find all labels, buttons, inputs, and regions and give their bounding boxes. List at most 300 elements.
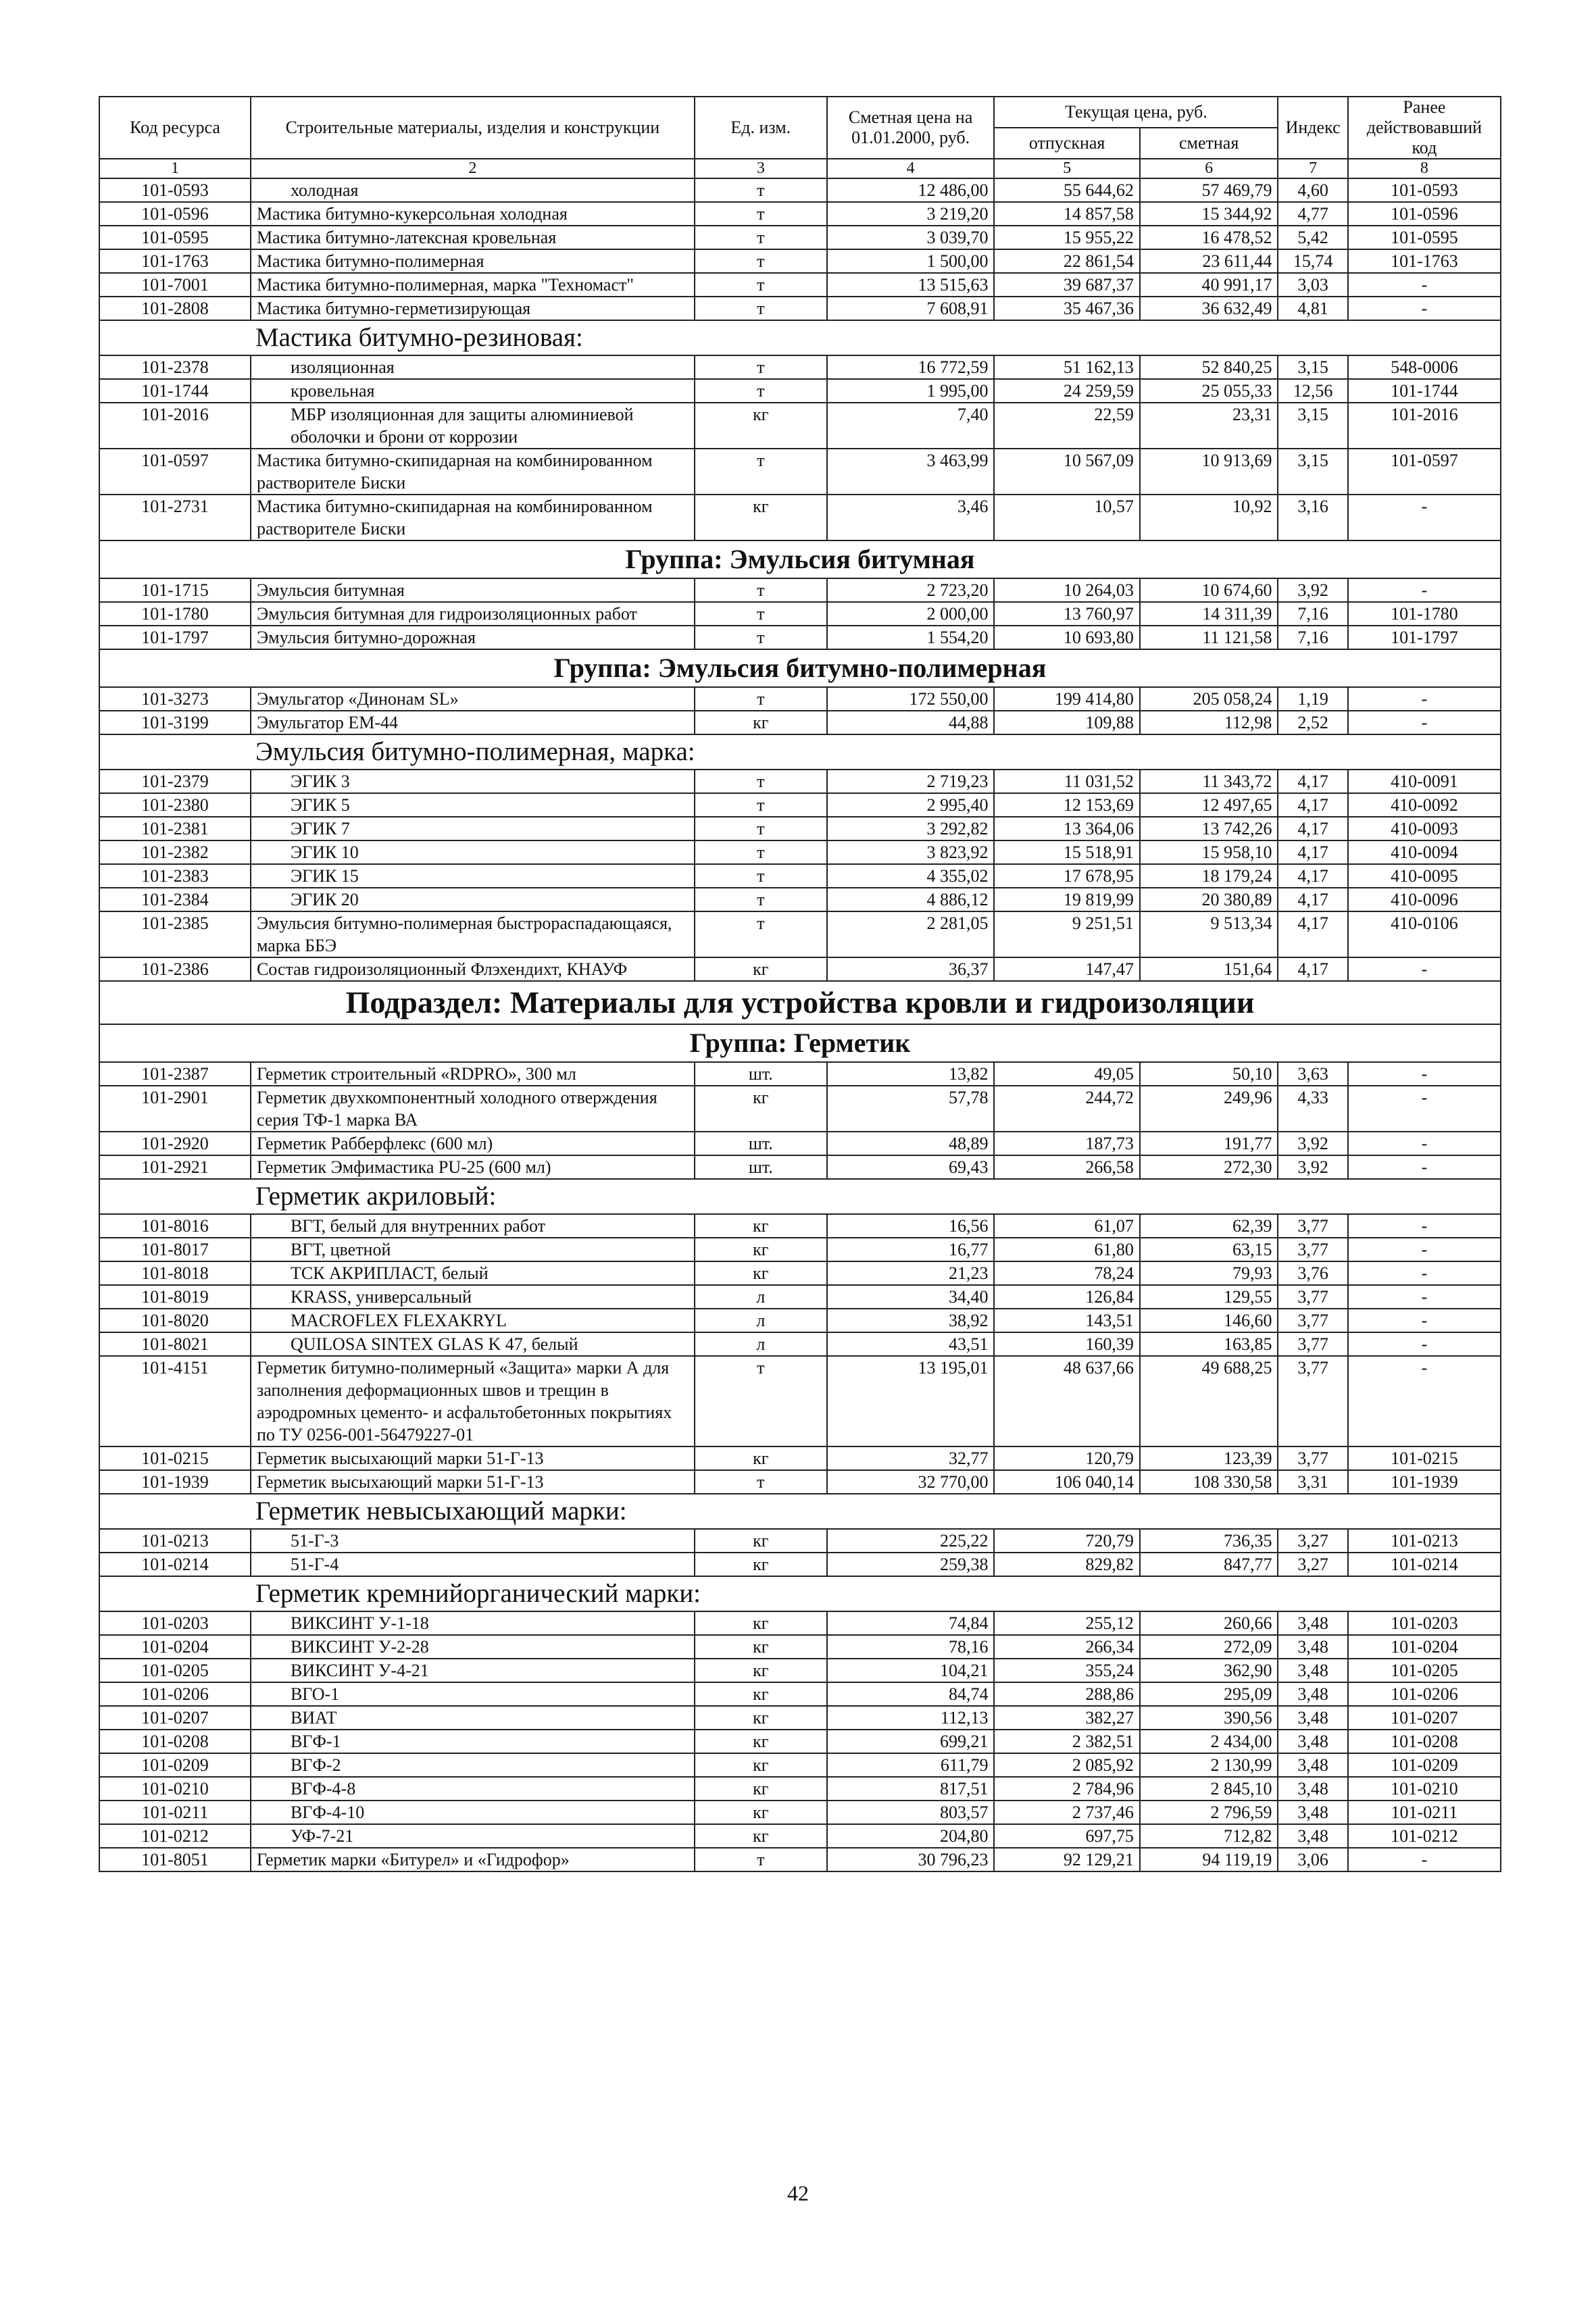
prev-code-cell: 101-0208 bbox=[1348, 1730, 1501, 1753]
index-cell: 3,27 bbox=[1278, 1529, 1347, 1553]
base-price-cell: 36,37 bbox=[827, 957, 995, 981]
unit-cell: т bbox=[695, 793, 827, 817]
resource-code: 101-0206 bbox=[99, 1682, 251, 1706]
estimate-price-cell: 10 674,60 bbox=[1140, 578, 1278, 602]
header-release-price: отпускная bbox=[994, 128, 1139, 159]
material-name: ВИКСИНТ У-4-21 bbox=[251, 1659, 695, 1682]
material-name: кровельная bbox=[251, 379, 695, 403]
material-name: ВГО-1 bbox=[251, 1682, 695, 1706]
release-price-cell: 19 819,99 bbox=[994, 888, 1139, 911]
table-row bbox=[99, 379, 1501, 403]
estimate-price-cell: 163,85 bbox=[1140, 1332, 1278, 1356]
table-row bbox=[99, 202, 1501, 226]
prev-code-cell: - bbox=[1348, 297, 1501, 320]
table-row bbox=[99, 1553, 1501, 1576]
release-price-cell: 49,05 bbox=[994, 1062, 1139, 1086]
table-row bbox=[99, 817, 1501, 840]
material-name: Мастика битумно-скипидарная на комбинированном растворителе Биски bbox=[251, 449, 695, 495]
estimate-price-cell: 9 513,34 bbox=[1140, 911, 1278, 957]
index-cell: 3,15 bbox=[1278, 449, 1347, 495]
table-row bbox=[99, 711, 1501, 734]
unit-cell: т bbox=[695, 355, 827, 379]
table-row bbox=[99, 1214, 1501, 1238]
resource-code: 101-0213 bbox=[99, 1529, 251, 1553]
release-price-cell: 255,12 bbox=[994, 1611, 1139, 1635]
group-heading-row bbox=[99, 540, 1501, 578]
material-name: Герметик высыхающий марки 51-Г-13 bbox=[251, 1470, 695, 1494]
table-row bbox=[99, 770, 1501, 793]
estimate-price-cell: 52 840,25 bbox=[1140, 355, 1278, 379]
unit-cell: кг bbox=[695, 1214, 827, 1238]
material-name: Состав гидроизоляционный Флэхендихт, КНАУФ bbox=[251, 957, 695, 981]
table-row bbox=[99, 578, 1501, 602]
unit-cell: т bbox=[695, 626, 827, 649]
release-price-cell: 9 251,51 bbox=[994, 911, 1139, 957]
index-cell: 4,17 bbox=[1278, 888, 1347, 911]
prev-code-cell: 101-0593 bbox=[1348, 178, 1501, 202]
unit-cell: т bbox=[695, 178, 827, 202]
table-row bbox=[99, 1470, 1501, 1494]
table-row bbox=[99, 1635, 1501, 1659]
release-price-cell: 10,57 bbox=[994, 495, 1139, 540]
unit-cell: кг bbox=[695, 1801, 827, 1824]
unit-cell: кг bbox=[695, 1611, 827, 1635]
unit-cell: шт. bbox=[695, 1155, 827, 1179]
resource-code: 101-3199 bbox=[99, 711, 251, 734]
subgroup-heading: Герметик невысыхающий марки: bbox=[99, 1494, 1501, 1529]
subgroup-heading: Герметик акриловый: bbox=[99, 1179, 1501, 1214]
index-cell: 3,92 bbox=[1278, 1132, 1347, 1155]
estimate-price-cell: 63,15 bbox=[1140, 1238, 1278, 1261]
unit-cell: кг bbox=[695, 1777, 827, 1801]
material-name: Герметик Рабберфлекс (600 мл) bbox=[251, 1132, 695, 1155]
table-row bbox=[99, 626, 1501, 649]
column-number: 8 bbox=[1348, 159, 1501, 178]
release-price-cell: 147,47 bbox=[994, 957, 1139, 981]
estimate-price-cell: 295,09 bbox=[1140, 1682, 1278, 1706]
release-price-cell: 48 637,66 bbox=[994, 1356, 1139, 1447]
base-price-cell: 69,43 bbox=[827, 1155, 995, 1179]
base-price-cell: 3 463,99 bbox=[827, 449, 995, 495]
release-price-cell: 126,84 bbox=[994, 1285, 1139, 1309]
index-cell: 3,48 bbox=[1278, 1706, 1347, 1730]
base-price-cell: 21,23 bbox=[827, 1261, 995, 1285]
material-name: Герметик Эмфимастика PU-25 (600 мл) bbox=[251, 1155, 695, 1179]
material-name: ВГФ-1 bbox=[251, 1730, 695, 1753]
estimate-price-cell: 191,77 bbox=[1140, 1132, 1278, 1155]
resource-code: 101-2385 bbox=[99, 911, 251, 957]
estimate-price-cell: 12 497,65 bbox=[1140, 793, 1278, 817]
subgroup-heading-row bbox=[99, 320, 1501, 355]
base-price-cell: 3 219,20 bbox=[827, 202, 995, 226]
table-row bbox=[99, 793, 1501, 817]
base-price-cell: 13 195,01 bbox=[827, 1356, 995, 1447]
resource-code: 101-2901 bbox=[99, 1086, 251, 1132]
release-price-cell: 106 040,14 bbox=[994, 1470, 1139, 1494]
table-row bbox=[99, 1356, 1501, 1447]
index-cell: 3,15 bbox=[1278, 403, 1347, 449]
table-row bbox=[99, 1062, 1501, 1086]
prev-code-cell: - bbox=[1348, 1848, 1501, 1871]
table-row bbox=[99, 1706, 1501, 1730]
estimate-price-cell: 11 121,58 bbox=[1140, 626, 1278, 649]
column-number: 5 bbox=[994, 159, 1139, 178]
estimate-price-cell: 57 469,79 bbox=[1140, 178, 1278, 202]
release-price-cell: 187,73 bbox=[994, 1132, 1139, 1155]
index-cell: 4,77 bbox=[1278, 202, 1347, 226]
subsection-heading: Подраздел: Материалы для устройства кровли и гидроизоляции bbox=[99, 981, 1501, 1024]
index-cell: 3,48 bbox=[1278, 1635, 1347, 1659]
unit-cell: т bbox=[695, 1848, 827, 1871]
unit-cell: т bbox=[695, 817, 827, 840]
table-row bbox=[99, 178, 1501, 202]
base-price-cell: 32,77 bbox=[827, 1447, 995, 1470]
estimate-price-cell: 10 913,69 bbox=[1140, 449, 1278, 495]
table-row bbox=[99, 1777, 1501, 1801]
index-cell: 3,03 bbox=[1278, 273, 1347, 297]
estimate-price-cell: 390,56 bbox=[1140, 1706, 1278, 1730]
index-cell: 3,48 bbox=[1278, 1777, 1347, 1801]
header-code: Код ресурса bbox=[99, 97, 251, 159]
base-price-cell: 2 723,20 bbox=[827, 578, 995, 602]
index-cell: 4,33 bbox=[1278, 1086, 1347, 1132]
column-number: 1 bbox=[99, 159, 251, 178]
estimate-price-cell: 40 991,17 bbox=[1140, 273, 1278, 297]
unit-cell: кг bbox=[695, 1824, 827, 1848]
material-name: Эмульсия битумно-полимерная быстрораспадающаяся, марка ББЭ bbox=[251, 911, 695, 957]
base-price-cell: 32 770,00 bbox=[827, 1470, 995, 1494]
release-price-cell: 244,72 bbox=[994, 1086, 1139, 1132]
estimate-price-cell: 79,93 bbox=[1140, 1261, 1278, 1285]
material-name: ЭГИК 15 bbox=[251, 864, 695, 888]
base-price-cell: 1 554,20 bbox=[827, 626, 995, 649]
table-row bbox=[99, 449, 1501, 495]
base-price-cell: 43,51 bbox=[827, 1332, 995, 1356]
release-price-cell: 55 644,62 bbox=[994, 178, 1139, 202]
resource-code: 101-2384 bbox=[99, 888, 251, 911]
release-price-cell: 720,79 bbox=[994, 1529, 1139, 1553]
table-row bbox=[99, 273, 1501, 297]
table-row bbox=[99, 226, 1501, 249]
base-price-cell: 4 886,12 bbox=[827, 888, 995, 911]
resource-code: 101-2386 bbox=[99, 957, 251, 981]
table-body bbox=[99, 178, 1501, 1871]
prev-code-cell: - bbox=[1348, 1132, 1501, 1155]
base-price-cell: 1 995,00 bbox=[827, 379, 995, 403]
unit-cell: шт. bbox=[695, 1132, 827, 1155]
header-current-price: Текущая цена, руб. bbox=[994, 97, 1278, 128]
base-price-cell: 48,89 bbox=[827, 1132, 995, 1155]
material-name: Герметик строительный «RDPRO», 300 мл bbox=[251, 1062, 695, 1086]
unit-cell: т bbox=[695, 1470, 827, 1494]
table-row bbox=[99, 1261, 1501, 1285]
table-row bbox=[99, 864, 1501, 888]
header-name: Строительные материалы, изделия и конструкции bbox=[251, 97, 695, 159]
base-price-cell: 611,79 bbox=[827, 1753, 995, 1777]
material-name: Герметик двухкомпонентный холодного отверждения серия ТФ-1 марка ВА bbox=[251, 1086, 695, 1132]
material-name: ВГФ-2 bbox=[251, 1753, 695, 1777]
release-price-cell: 109,88 bbox=[994, 711, 1139, 734]
unit-cell: кг bbox=[695, 1635, 827, 1659]
release-price-cell: 17 678,95 bbox=[994, 864, 1139, 888]
table-row bbox=[99, 687, 1501, 711]
base-price-cell: 30 796,23 bbox=[827, 1848, 995, 1871]
material-name: ВИАТ bbox=[251, 1706, 695, 1730]
base-price-cell: 803,57 bbox=[827, 1801, 995, 1824]
table-row bbox=[99, 1155, 1501, 1179]
resource-code: 101-0214 bbox=[99, 1553, 251, 1576]
unit-cell: т bbox=[695, 273, 827, 297]
prev-code-cell: - bbox=[1348, 1356, 1501, 1447]
base-price-cell: 112,13 bbox=[827, 1706, 995, 1730]
estimate-price-cell: 249,96 bbox=[1140, 1086, 1278, 1132]
page-number: 42 bbox=[787, 2181, 809, 2205]
unit-cell: кг bbox=[695, 957, 827, 981]
prev-code-cell: - bbox=[1348, 1086, 1501, 1132]
unit-cell: кг bbox=[695, 403, 827, 449]
material-name: ЭГИК 5 bbox=[251, 793, 695, 817]
release-price-cell: 15 518,91 bbox=[994, 840, 1139, 864]
base-price-cell: 4 355,02 bbox=[827, 864, 995, 888]
table-row bbox=[99, 1682, 1501, 1706]
estimate-price-cell: 2 845,10 bbox=[1140, 1777, 1278, 1801]
prev-code-cell: 410-0093 bbox=[1348, 817, 1501, 840]
release-price-cell: 92 129,21 bbox=[994, 1848, 1139, 1871]
material-name: Эмульсия битумно-дорожная bbox=[251, 626, 695, 649]
base-price-cell: 2 000,00 bbox=[827, 602, 995, 626]
prev-code-cell: 410-0096 bbox=[1348, 888, 1501, 911]
table-row bbox=[99, 1309, 1501, 1332]
base-price-cell: 13 515,63 bbox=[827, 273, 995, 297]
table-row bbox=[99, 1238, 1501, 1261]
index-cell: 3,77 bbox=[1278, 1285, 1347, 1309]
resource-code: 101-3273 bbox=[99, 687, 251, 711]
index-cell: 15,74 bbox=[1278, 249, 1347, 273]
resource-code: 101-0595 bbox=[99, 226, 251, 249]
estimate-price-cell: 18 179,24 bbox=[1140, 864, 1278, 888]
table-row bbox=[99, 1730, 1501, 1753]
unit-cell: кг bbox=[695, 1529, 827, 1553]
unit-cell: кг bbox=[695, 1553, 827, 1576]
release-price-cell: 10 264,03 bbox=[994, 578, 1139, 602]
estimate-price-cell: 23 611,44 bbox=[1140, 249, 1278, 273]
base-price-cell: 7 608,91 bbox=[827, 297, 995, 320]
resource-code: 101-0203 bbox=[99, 1611, 251, 1635]
table-row bbox=[99, 1529, 1501, 1553]
table-row bbox=[99, 1447, 1501, 1470]
table-row bbox=[99, 1611, 1501, 1635]
release-price-cell: 13 364,06 bbox=[994, 817, 1139, 840]
unit-cell: кг bbox=[695, 1706, 827, 1730]
group-heading-row bbox=[99, 1024, 1501, 1062]
material-name: Эмульсия битумная bbox=[251, 578, 695, 602]
release-price-cell: 829,82 bbox=[994, 1553, 1139, 1576]
estimate-price-cell: 13 742,26 bbox=[1140, 817, 1278, 840]
prev-code-cell: - bbox=[1348, 578, 1501, 602]
resource-code: 101-2731 bbox=[99, 495, 251, 540]
material-name: УФ-7-21 bbox=[251, 1824, 695, 1848]
index-cell: 12,56 bbox=[1278, 379, 1347, 403]
estimate-price-cell: 146,60 bbox=[1140, 1309, 1278, 1332]
index-cell: 3,92 bbox=[1278, 578, 1347, 602]
prev-code-cell: 101-2016 bbox=[1348, 403, 1501, 449]
material-name: ТСК АКРИПЛАСТ, белый bbox=[251, 1261, 695, 1285]
release-price-cell: 697,75 bbox=[994, 1824, 1139, 1848]
release-price-cell: 2 382,51 bbox=[994, 1730, 1139, 1753]
release-price-cell: 10 693,80 bbox=[994, 626, 1139, 649]
prev-code-cell: 101-0215 bbox=[1348, 1447, 1501, 1470]
index-cell: 3,48 bbox=[1278, 1611, 1347, 1635]
prev-code-cell: 101-1797 bbox=[1348, 626, 1501, 649]
index-cell: 5,42 bbox=[1278, 226, 1347, 249]
estimate-price-cell: 50,10 bbox=[1140, 1062, 1278, 1086]
release-price-cell: 2 085,92 bbox=[994, 1753, 1139, 1777]
prev-code-cell: 101-0597 bbox=[1348, 449, 1501, 495]
material-name: Мастика битумно-латексная кровельная bbox=[251, 226, 695, 249]
base-price-cell: 259,38 bbox=[827, 1553, 995, 1576]
subgroup-heading-row bbox=[99, 1179, 1501, 1214]
table-row bbox=[99, 888, 1501, 911]
unit-cell: т bbox=[695, 864, 827, 888]
release-price-cell: 266,34 bbox=[994, 1635, 1139, 1659]
estimate-price-cell: 94 119,19 bbox=[1140, 1848, 1278, 1871]
material-name: ВИКСИНТ У-2-28 bbox=[251, 1635, 695, 1659]
material-name: Эмульгатор «Динонам SL» bbox=[251, 687, 695, 711]
base-price-cell: 204,80 bbox=[827, 1824, 995, 1848]
table-row bbox=[99, 1801, 1501, 1824]
release-price-cell: 24 259,59 bbox=[994, 379, 1139, 403]
resource-code: 101-0204 bbox=[99, 1635, 251, 1659]
resource-code: 101-0210 bbox=[99, 1777, 251, 1801]
unit-cell: кг bbox=[695, 1730, 827, 1753]
index-cell: 3,48 bbox=[1278, 1753, 1347, 1777]
prev-code-cell: - bbox=[1348, 1309, 1501, 1332]
unit-cell: т bbox=[695, 449, 827, 495]
base-price-cell: 78,16 bbox=[827, 1635, 995, 1659]
prev-code-cell: - bbox=[1348, 1238, 1501, 1261]
release-price-cell: 143,51 bbox=[994, 1309, 1139, 1332]
release-price-cell: 160,39 bbox=[994, 1332, 1139, 1356]
resource-code: 101-8018 bbox=[99, 1261, 251, 1285]
prev-code-cell: 101-0213 bbox=[1348, 1529, 1501, 1553]
material-name: Эмульсия битумная для гидроизоляционных работ bbox=[251, 602, 695, 626]
estimate-price-cell: 49 688,25 bbox=[1140, 1356, 1278, 1447]
header-index: Индекс bbox=[1278, 97, 1347, 159]
base-price-cell: 44,88 bbox=[827, 711, 995, 734]
release-price-cell: 78,24 bbox=[994, 1261, 1139, 1285]
index-cell: 3,48 bbox=[1278, 1682, 1347, 1706]
unit-cell: т bbox=[695, 602, 827, 626]
table-row bbox=[99, 1753, 1501, 1777]
resource-code: 101-0207 bbox=[99, 1706, 251, 1730]
table-row bbox=[99, 1848, 1501, 1871]
table-row bbox=[99, 249, 1501, 273]
release-price-cell: 199 414,80 bbox=[994, 687, 1139, 711]
estimate-price-cell: 2 434,00 bbox=[1140, 1730, 1278, 1753]
index-cell: 3,31 bbox=[1278, 1470, 1347, 1494]
material-name: холодная bbox=[251, 178, 695, 202]
prev-code-cell: 410-0091 bbox=[1348, 770, 1501, 793]
resource-code: 101-2387 bbox=[99, 1062, 251, 1086]
resource-code: 101-0596 bbox=[99, 202, 251, 226]
index-cell: 3,77 bbox=[1278, 1332, 1347, 1356]
estimate-price-cell: 62,39 bbox=[1140, 1214, 1278, 1238]
prev-code-cell: - bbox=[1348, 1332, 1501, 1356]
release-price-cell: 10 567,09 bbox=[994, 449, 1139, 495]
base-price-cell: 2 281,05 bbox=[827, 911, 995, 957]
index-cell: 4,17 bbox=[1278, 793, 1347, 817]
prev-code-cell: 101-0206 bbox=[1348, 1682, 1501, 1706]
index-cell: 3,63 bbox=[1278, 1062, 1347, 1086]
unit-cell: кг bbox=[695, 1238, 827, 1261]
table-row bbox=[99, 1086, 1501, 1132]
group-heading: Группа: Эмульсия битумная bbox=[99, 540, 1501, 578]
material-name: QUILOSA SINTEX GLAS K 47, белый bbox=[251, 1332, 695, 1356]
unit-cell: кг bbox=[695, 1086, 827, 1132]
material-name: МБР изоляционная для защиты алюминиевой оболочки и брони от коррозии bbox=[251, 403, 695, 449]
table-header bbox=[99, 97, 1501, 178]
index-cell: 3,77 bbox=[1278, 1238, 1347, 1261]
estimate-price-cell: 36 632,49 bbox=[1140, 297, 1278, 320]
table-row bbox=[99, 1332, 1501, 1356]
material-name: ВГТ, цветной bbox=[251, 1238, 695, 1261]
index-cell: 3,06 bbox=[1278, 1848, 1347, 1871]
estimate-price-cell: 272,09 bbox=[1140, 1635, 1278, 1659]
estimate-price-cell: 25 055,33 bbox=[1140, 379, 1278, 403]
index-cell: 3,76 bbox=[1278, 1261, 1347, 1285]
resource-code: 101-8017 bbox=[99, 1238, 251, 1261]
unit-cell: т bbox=[695, 249, 827, 273]
base-price-cell: 12 486,00 bbox=[827, 178, 995, 202]
material-name: ВИКСИНТ У-1-18 bbox=[251, 1611, 695, 1635]
resource-code: 101-4151 bbox=[99, 1356, 251, 1447]
base-price-cell: 38,92 bbox=[827, 1309, 995, 1332]
table-row bbox=[99, 911, 1501, 957]
index-cell: 4,17 bbox=[1278, 817, 1347, 840]
column-number: 3 bbox=[695, 159, 827, 178]
release-price-cell: 22,59 bbox=[994, 403, 1139, 449]
prev-code-cell: 101-0207 bbox=[1348, 1706, 1501, 1730]
resource-code: 101-8051 bbox=[99, 1848, 251, 1871]
base-price-cell: 16,77 bbox=[827, 1238, 995, 1261]
prev-code-cell: - bbox=[1348, 1261, 1501, 1285]
prev-code-cell: 101-0210 bbox=[1348, 1777, 1501, 1801]
table-row bbox=[99, 1659, 1501, 1682]
base-price-cell: 3 039,70 bbox=[827, 226, 995, 249]
resource-code: 101-2808 bbox=[99, 297, 251, 320]
prev-code-cell: - bbox=[1348, 1285, 1501, 1309]
material-name: изоляционная bbox=[251, 355, 695, 379]
base-price-cell: 13,82 bbox=[827, 1062, 995, 1086]
release-price-cell: 22 861,54 bbox=[994, 249, 1139, 273]
unit-cell: т bbox=[695, 1356, 827, 1447]
resource-code: 101-0211 bbox=[99, 1801, 251, 1824]
resource-code: 101-8021 bbox=[99, 1332, 251, 1356]
prev-code-cell: 410-0106 bbox=[1348, 911, 1501, 957]
index-cell: 3,92 bbox=[1278, 1155, 1347, 1179]
column-number: 7 bbox=[1278, 159, 1347, 178]
resource-code: 101-2380 bbox=[99, 793, 251, 817]
index-cell: 4,17 bbox=[1278, 840, 1347, 864]
base-price-cell: 34,40 bbox=[827, 1285, 995, 1309]
unit-cell: кг bbox=[695, 1261, 827, 1285]
index-cell: 3,48 bbox=[1278, 1824, 1347, 1848]
prev-code-cell: - bbox=[1348, 1155, 1501, 1179]
base-price-cell: 74,84 bbox=[827, 1611, 995, 1635]
material-name: Герметик марки «Битурел» и «Гидрофор» bbox=[251, 1848, 695, 1871]
resource-code: 101-0205 bbox=[99, 1659, 251, 1682]
prev-code-cell: - bbox=[1348, 957, 1501, 981]
